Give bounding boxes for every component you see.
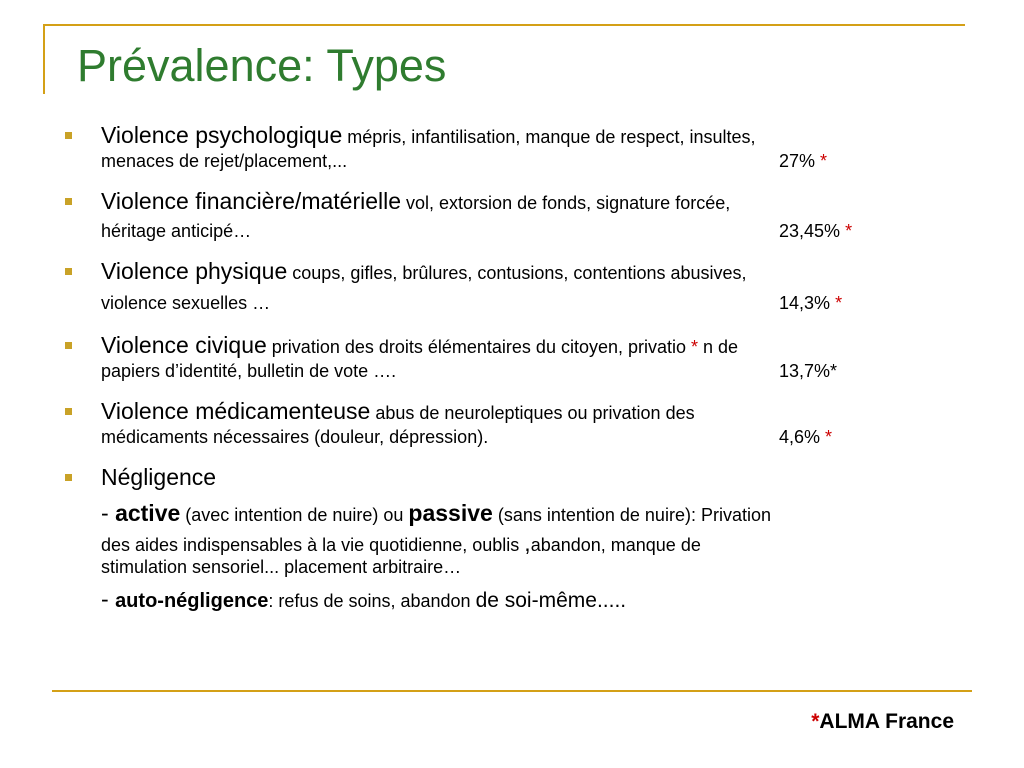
neglect-self xyxy=(101,588,626,614)
item-percentage xyxy=(779,220,852,242)
list-item-psychological xyxy=(101,124,755,150)
source-asterisk: * xyxy=(845,221,853,241)
list-item-physical xyxy=(101,260,747,286)
bullet-marker xyxy=(65,342,72,349)
slide-title: Prévalence: Types xyxy=(77,40,447,91)
auto-neglect-label: auto-négligence xyxy=(115,590,269,612)
item-detail: privation des droits élémentaires du citoyen, privatio xyxy=(266,337,692,357)
bullet-marker xyxy=(65,408,72,415)
dash: - xyxy=(101,500,116,526)
bullet-marker xyxy=(65,198,72,205)
list-item-neglect-heading: Négligence xyxy=(101,464,217,490)
source-asterisk: * xyxy=(811,710,820,733)
source-asterisk: * xyxy=(825,427,833,447)
neglect-line3-a: des aides indispensables à la vie quotidienne, oublis xyxy=(101,535,525,555)
item-detail: mépris, infantilisation, manque de respect, insultes, xyxy=(342,127,756,147)
source-asterisk: * xyxy=(835,293,843,313)
item-detail: vol, extorsion de fonds, signature forcée, xyxy=(401,193,731,213)
list-item-financial xyxy=(101,190,730,216)
bullet-marker xyxy=(65,268,72,275)
source-name: ALMA France xyxy=(819,710,954,733)
footer-source xyxy=(811,710,954,734)
item-heading: Violence médicamenteuse xyxy=(101,398,371,424)
item-heading: Violence physique xyxy=(101,258,288,284)
percentage-value: 4,6% xyxy=(779,427,821,447)
item-percentage: 13,7%* xyxy=(779,361,838,381)
percentage-value: 27% xyxy=(779,151,816,171)
neglect-comma: , xyxy=(524,530,531,556)
passive-label: passive xyxy=(408,500,493,526)
bullet-marker xyxy=(65,132,72,139)
percentage-value: 14,3% xyxy=(779,293,831,313)
list-item-civic xyxy=(101,334,738,360)
item-heading: Violence civique xyxy=(101,332,267,358)
item-percentage xyxy=(779,426,832,448)
percentage-value: 23,45% xyxy=(779,221,841,241)
item-detail-line2: menaces de rejet/placement,... xyxy=(101,151,348,171)
dash: - xyxy=(101,586,116,612)
bullet-marker xyxy=(65,474,72,481)
active-label: active xyxy=(115,500,181,526)
auto-neglect-detail-a: : refus de soins, abandon xyxy=(268,591,476,611)
list-item-medication xyxy=(101,400,695,426)
source-asterisk: * xyxy=(820,151,828,171)
auto-neglect-detail-b: de soi-même..... xyxy=(475,589,627,612)
source-asterisk: * xyxy=(691,337,699,357)
neglect-active-passive xyxy=(101,502,771,528)
active-detail: (avec intention de nuire) ou xyxy=(180,505,409,525)
item-percentage xyxy=(779,292,842,314)
item-percentage xyxy=(779,150,827,172)
passive-detail: (sans intention de nuire): Privation xyxy=(492,505,771,525)
item-detail-end: n de xyxy=(698,337,739,357)
neglect-line3-b: abandon, manque de xyxy=(530,535,701,555)
item-heading: Violence financière/matérielle xyxy=(101,188,402,214)
item-detail: coups, gifles, brûlures, contusions, contentions abusives, xyxy=(287,263,747,283)
neglect-line4: stimulation sensoriel... placement arbitraire… xyxy=(101,557,462,577)
footer-rule xyxy=(52,690,972,692)
item-detail-line2: héritage anticipé… xyxy=(101,221,252,241)
item-detail: abus de neuroleptiques ou privation des xyxy=(370,403,695,423)
item-detail-line2: papiers d’identité, bulletin de vote …. xyxy=(101,361,397,381)
item-heading: Violence psychologique xyxy=(101,122,343,148)
item-detail-line2: médicaments nécessaires (douleur, dépression). xyxy=(101,427,489,447)
neglect-line3 xyxy=(101,532,701,556)
item-detail-line2: violence sexuelles … xyxy=(101,293,271,313)
